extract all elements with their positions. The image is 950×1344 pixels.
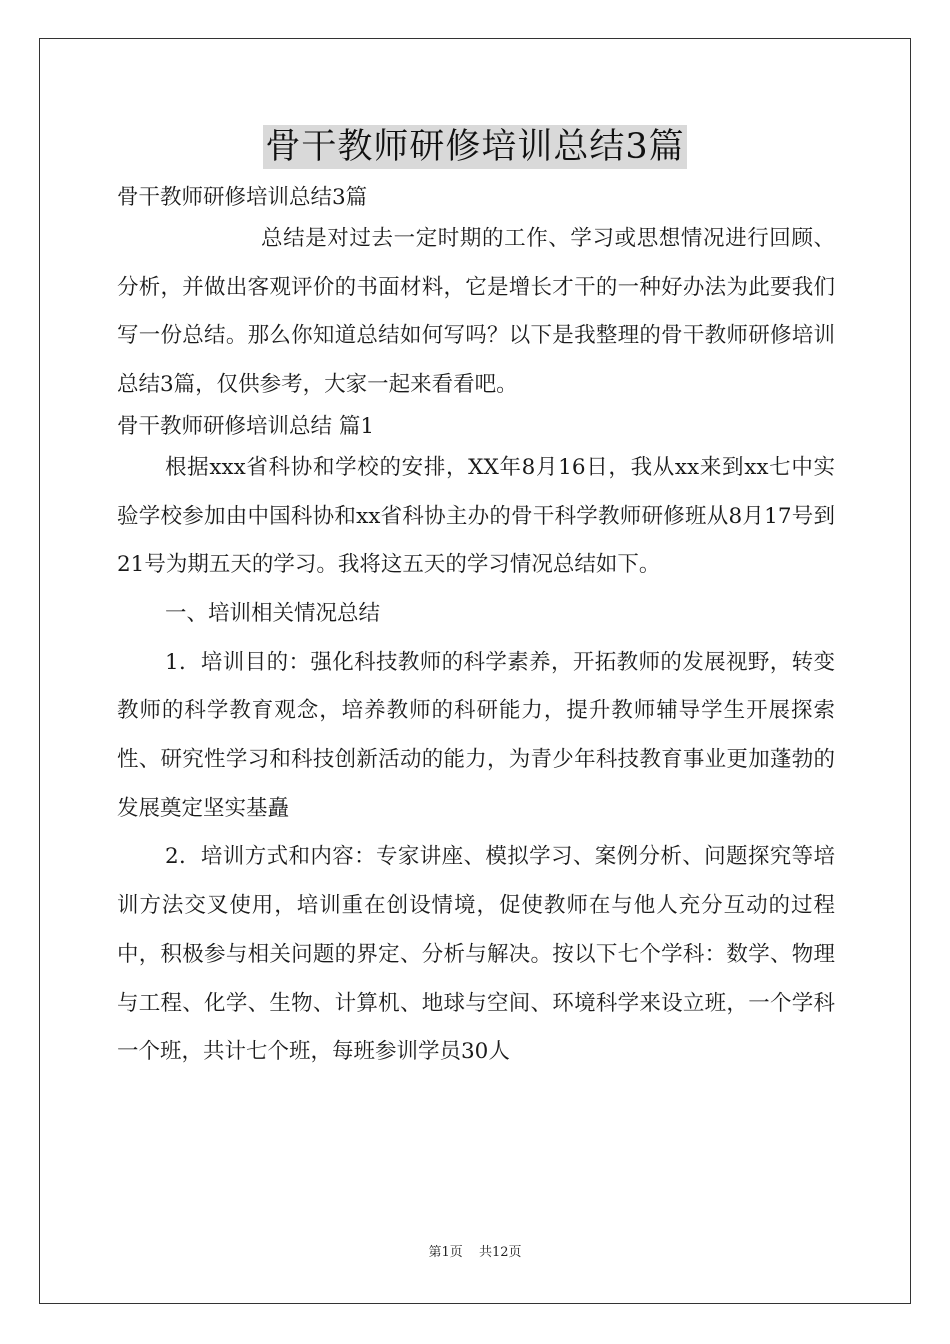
title-container: [0, 125, 950, 169]
page-footer: [0, 1241, 950, 1260]
section-subheading: 一、培训相关情况总结: [165, 600, 381, 626]
page-total: 共12页: [478, 1245, 522, 1260]
body-paragraph: 2．培训方式和内容：专家讲座、模拟学习、案例分析、问题探究等培训方法交叉使用，培训重在创设情境，促使教师在与他人充分互动的过程中，积极参与相关问题的界定、分析与解决。按以下七个学科：数学、物理与工程、化学、生物、计算机、地球与空间、环境科学来设立班，一个学科一个班，共计七个班，每班参训学员30人: [117, 844, 835, 1065]
document-title: 骨干教师研修培训总结3篇: [265, 127, 685, 167]
body-paragraph: 1．培训目的：强化科技教师的科学素养，开拓教师的发展视野，转变教师的科学教育观念，培养教师的科研能力，提升教师辅导学生开展探索性、研究性学习和科技创新活动的能力，为青少年科技教育事业更加蓬勃的发展奠定坚实基矗: [117, 649, 835, 821]
section-heading: 骨干教师研修培训总结 篇1: [117, 413, 375, 439]
page-number: 第1页: [428, 1245, 463, 1260]
body-paragraph: 根据xxx省科协和学校的安排，XX年8月16日，我从xx来到xx七中实验学校参加由中国科协和xx省科协主办的骨干科学教师研修班从8月17号到21号为期五天的学习。我将这五天的学习情况总结如下。: [117, 454, 835, 578]
subtitle: 骨干教师研修培训总结3篇: [117, 185, 368, 210]
document-body: [117, 181, 835, 1077]
intro-paragraph: 总结是对过去一定时期的工作、学习或思想情况进行回顾、分析，并做出客观评价的书面材料，它是增长才干的一种好办法为此要我们写一份总结。那么你知道总结如何写吗？以下是我整理的骨干教师研修培训总结3篇，仅供参考，大家一起来看看吧。: [117, 226, 835, 398]
